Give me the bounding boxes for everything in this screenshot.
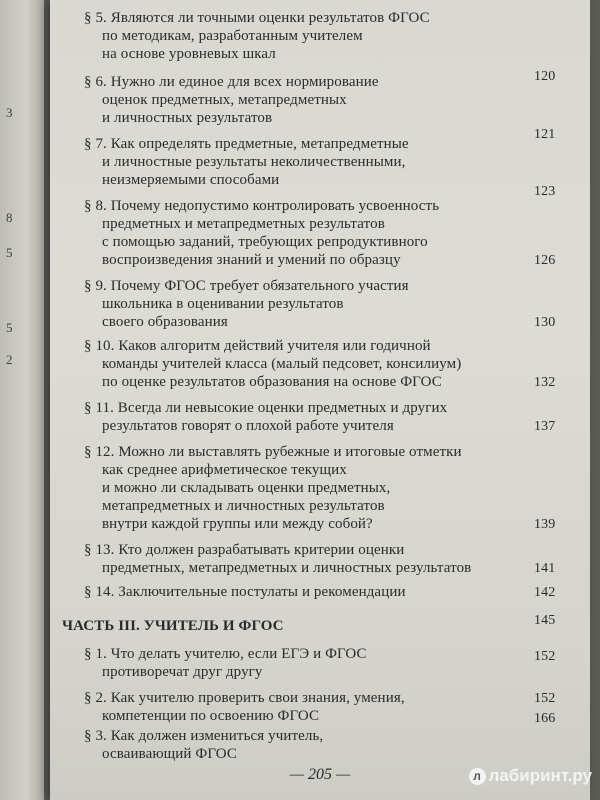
part3-entry-1-line-2: противоречат друг другу (102, 664, 263, 680)
toc-entry-12-line-2: как среднее арифметическое текущих (102, 462, 347, 478)
part3-entry-2-line-1: § 2. Как учителю проверить свои знания, умения, (84, 690, 405, 706)
toc-entry-6-line-3: и личностных результатов (102, 110, 273, 126)
part3-entry-3-page: 166 (534, 711, 556, 726)
toc-entry-5-page: 120 (534, 69, 556, 84)
watermark-text: лабиринт.ру (488, 766, 592, 785)
toc-entry-6-line-2: оценок предметных, метапредметных (102, 92, 347, 108)
part3-entry-1-page: 152 (534, 649, 556, 664)
toc-entry-5-line-2: по методикам, разработанным учителем (102, 28, 363, 44)
toc-entry-7-line-2: и личностные результаты неколичественными, (102, 154, 406, 170)
toc-entry-7-page: 123 (534, 184, 556, 199)
toc-entry-8-line-2: предметных и метапредметных результатов (102, 216, 385, 232)
toc-entry-6-page: 121 (534, 127, 556, 142)
toc-entry-8-line-3: с помощью заданий, требующих репродуктивного (102, 234, 428, 250)
toc-entry-13-line-1: § 13. Кто должен разрабатывать критерии оценки (84, 542, 405, 558)
toc-entry-6-line-1 (84, 74, 379, 91)
part3-entry-2-page: 152 (534, 691, 556, 706)
toc-entry-9-line-3: своего образования (102, 314, 228, 330)
part3-entry-1-line-1: § 1. Что делать учителю, если ЕГЭ и ФГОС (84, 646, 367, 662)
toc-entry-13-page: 141 (534, 561, 556, 576)
toc-entry-10-line-2: команды учителей класса (малый педсовет, консилиум) (102, 356, 462, 372)
toc-entry-5-line-1: § 5. Являются ли точными оценки результатов ФГОС (84, 10, 430, 26)
part-3-heading: ЧАСТЬ III. УЧИТЕЛЬ И ФГОС (62, 618, 284, 634)
toc-entry-10-page: 132 (534, 375, 556, 390)
toc-entry-5-line-3: на основе уровневых шкал (102, 46, 276, 62)
watermark (469, 766, 592, 786)
labirint-logo-icon: л (469, 768, 486, 785)
toc-entry-10-line-3: по оценке результатов образования на основе ФГОС (102, 374, 442, 390)
toc-entry-12-line-1: § 12. Можно ли выставлять рубежные и итоговые отметки (84, 444, 462, 460)
adjacent-page-edge (0, 0, 44, 800)
part3-entry-3-line-2: осваивающий ФГОС (102, 746, 237, 762)
part-3-page: 145 (534, 613, 556, 628)
page-number: — 205 — (289, 766, 351, 783)
toc-entry-11-line-2: результатов говорят о плохой работе учителя (102, 418, 394, 434)
left-page-number: 2 (6, 352, 13, 367)
toc-entry-12-page: 139 (534, 517, 556, 532)
left-page-number: 3 (6, 105, 13, 120)
left-page-number: 8 (6, 210, 13, 225)
toc-entry-6-text: § 6. Нужно ли единое для всех нормирование (84, 74, 379, 90)
toc-entry-8-page: 126 (534, 253, 556, 268)
left-page-number: 5 (6, 320, 13, 335)
toc-entry-9-line-1: § 9. Почему ФГОС требует обязательного участия (84, 278, 409, 294)
toc-entry-7-line-1: § 7. Как определять предметные, метапредметные (84, 136, 409, 152)
toc-entry-12-line-5: внутри каждой группы или между собой? (102, 516, 373, 532)
toc-entry-13-line-2: предметных, метапредметных и личностных результатов (102, 560, 472, 576)
toc-entry-11-page: 137 (534, 419, 556, 434)
left-page-number: 5 (6, 245, 13, 260)
toc-entry-9-page: 130 (534, 315, 556, 330)
toc-entry-8-line-1: § 8. Почему недопустимо контролировать усвоенность (84, 198, 440, 214)
toc-entry-7-line-3: неизмеряемыми способами (102, 172, 280, 188)
toc-entry-12-line-4: метапредметных и личностных результатов (102, 498, 385, 514)
table-of-contents-page (50, 0, 590, 800)
part3-entry-2-line-2: компетенции по освоению ФГОС (102, 708, 320, 724)
toc-entry-9-line-2: школьника в оценивании результатов (102, 296, 344, 312)
toc-entry-14-line-1: § 14. Заключительные постулаты и рекомендации (84, 584, 406, 600)
toc-entry-11-line-1: § 11. Всегда ли невысокие оценки предметных и других (84, 400, 448, 416)
part3-entry-3-line-1: § 3. Как должен измениться учитель, (84, 728, 324, 744)
toc-entry-8-line-4: воспроизведения знаний и умений по образцу (102, 252, 401, 268)
toc-entry-10-line-1: § 10. Каков алгоритм действий учителя или годичной (84, 338, 431, 354)
toc-entry-14-page: 142 (534, 585, 556, 600)
toc-entry-12-line-3: и можно ли складывать оценки предметных, (102, 480, 391, 496)
